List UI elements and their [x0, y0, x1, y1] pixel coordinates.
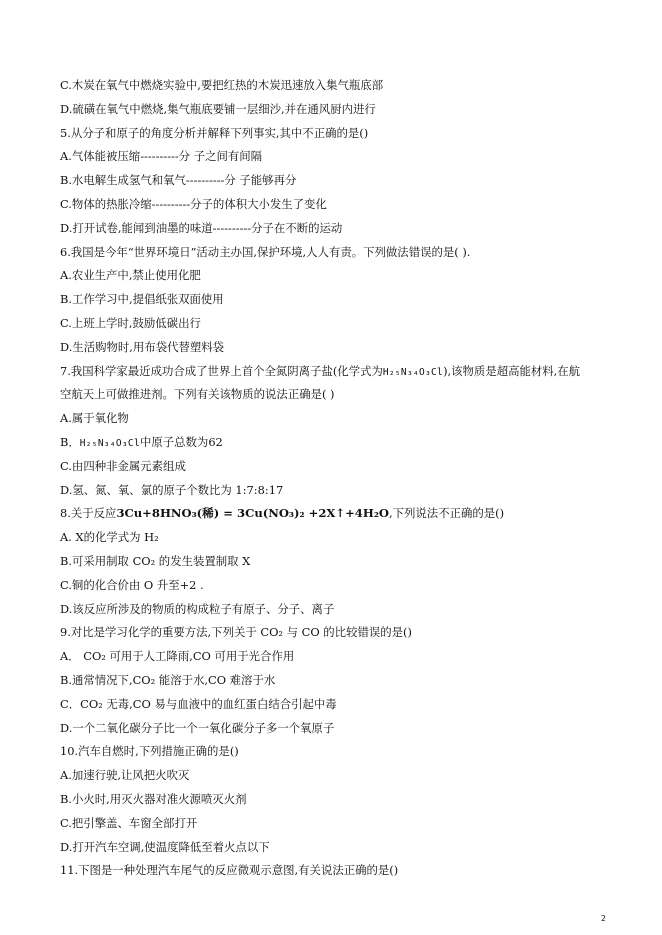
q8-option-b: B.可采用制取 CO₂ 的发生装置制取 X	[60, 553, 251, 568]
q8-option-a: A. X的化学式为 H₂	[60, 530, 159, 545]
q7-option-a: A.属于氧化物	[60, 411, 129, 426]
q9-option-c: C．CO₂ 无毒,CO 易与血液中的血红蛋白结合引起中毒	[60, 696, 337, 711]
q7-stem-text-b: ),该物质是超高能材料,在航	[443, 363, 581, 378]
q7-option-d: D.氢、氮、氧、氯的原子个数比为 1:7:8:17	[60, 482, 284, 497]
q10-stem: 10.汽车自燃时,下列措施正确的是()	[60, 744, 239, 759]
q10-option-b: B.小火时,用灭火器对准火源喷灭火剂	[60, 791, 247, 806]
q5-option-a: A.气体能被压缩----------分 子之间有间隔	[60, 149, 263, 164]
q7-stem-line1	[60, 360, 620, 384]
q8-reaction-equation: 3Cu+8HNO₃(稀) = 3Cu(NO₃)₂ +2X↑+4H₂O	[116, 506, 390, 521]
q9-option-d: D.一个二氧化碳分子比一个一氧化碳分子多一个氧原子	[60, 720, 335, 735]
q6-option-c: C.上班上学时,鼓励低碳出行	[60, 315, 201, 330]
q7-stem-line2: 空航天上可做推进剂。下列有关该物质的说法正确是( )	[60, 387, 335, 402]
q8-stem	[60, 502, 620, 526]
q6-stem: 6.我国是今年“世界环境日”活动主办国,保护环境,人人有责。下列做法错误的是( ).	[60, 244, 471, 259]
q6-option-a: A.农业生产中,禁止使用化肥	[60, 268, 201, 283]
q8-stem-prefix: 8.关于反应	[60, 506, 117, 521]
q9-stem: 9.对比是学习化学的重要方法,下列关于 CO₂ 与 CO 的比较错误的是()	[60, 625, 412, 640]
q11-stem: 11.下图是一种处理汽车尾气的反应微观示意图,有关说法正确的是()	[60, 863, 399, 878]
q8-option-c: C.铜的化合价由 O 升至+2 .	[60, 577, 204, 592]
q7-option-b-label: B．	[60, 434, 80, 449]
q7-option-b-text: 中原子总数为62	[139, 434, 223, 449]
q9-option-a: A． CO₂ 可用于人工降雨,CO 可用于光合作用	[60, 649, 295, 664]
q4-option-d: D.硫磺在氧气中燃烧,集气瓶底要铺一层细沙,并在通风厨内进行	[60, 101, 376, 116]
q10-option-d: D.打开汽车空调,使温度降低至着火点以下	[60, 839, 270, 854]
q6-option-b: B.工作学习中,提倡纸张双面使用	[60, 292, 224, 307]
q7-option-b-formula: H₂₅N₃₄O₃Cl	[79, 437, 140, 449]
page-number: 2	[600, 914, 606, 923]
q8-option-d: D.该反应所涉及的物质的构成粒子有原子、分子、离子	[60, 601, 335, 616]
exam-page	[60, 74, 620, 883]
q5-stem: 5.从分子和原子的角度分析并解释下列事实,其中不正确的是()	[60, 125, 369, 140]
q7-chemical-formula: H₂₅N₃₄O₃Cl	[382, 366, 444, 378]
q5-option-b: B.水电解生成氢气和氧气----------分 子能够再分	[60, 173, 297, 188]
q8-stem-suffix: ,下列说法不正确的是()	[389, 506, 505, 521]
q7-option-c: C.由四种非金属元素组成	[60, 458, 186, 473]
q7-option-b	[60, 431, 620, 455]
q10-option-a: A.加速行驶,让风把火吹灭	[60, 768, 190, 783]
q7-stem-text-a: 7.我国科学家最近成功合成了世界上首个全氮阴离子盐(化学式为	[60, 363, 383, 378]
q5-option-d: D.打开试卷,能闻到油墨的味道----------分子在不断的运动	[60, 220, 343, 235]
q5-option-c: C.物体的热胀冷缩----------分子的体积大小发生了变化	[60, 196, 327, 211]
q4-option-c: C.木炭在氧气中燃烧实验中,要把红热的木炭迅速放入集气瓶底部	[60, 78, 384, 92]
q10-option-c: C.把引擎盖、车窗全部打开	[60, 815, 198, 830]
q6-option-d: D.生活购物时,用布袋代替塑料袋	[60, 339, 225, 354]
q9-option-b: B.通常情况下,CO₂ 能溶于水,CO 难溶于水	[60, 672, 276, 687]
